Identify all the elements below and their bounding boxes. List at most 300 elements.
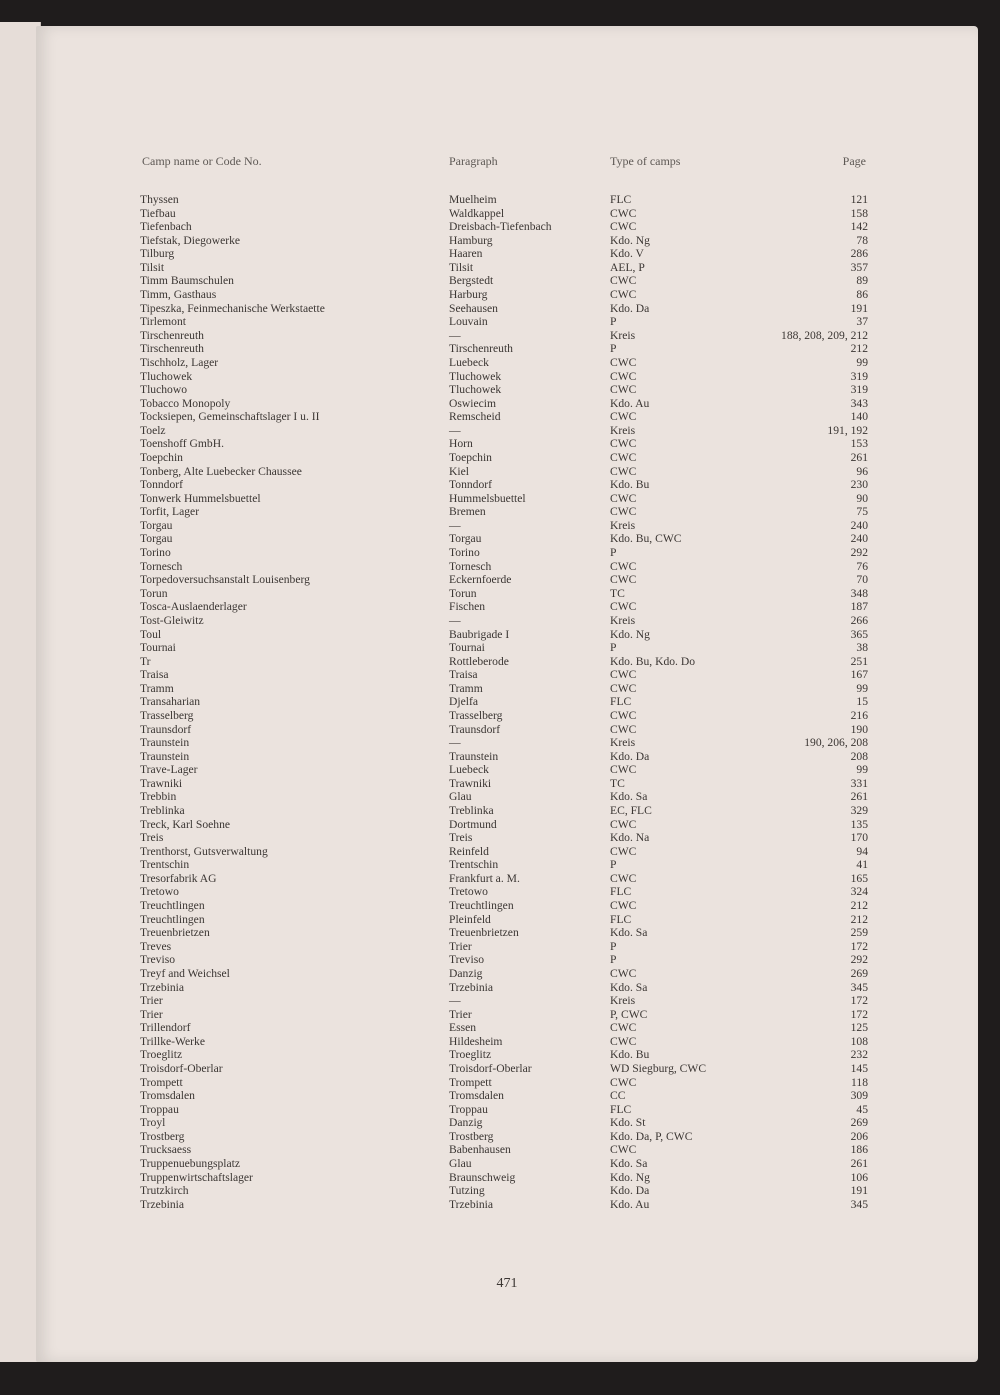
- page-ref: 259: [850, 926, 868, 940]
- page-ref: 345: [850, 980, 868, 994]
- page-ref: 99: [856, 681, 868, 695]
- camp-name: Tirlemont: [140, 315, 186, 329]
- paragraph: Treblinka: [449, 804, 494, 818]
- paragraph: Torgau: [449, 532, 482, 546]
- paragraph: Dreisbach-Tiefenbach: [449, 220, 552, 234]
- camp-type: FLC: [610, 912, 632, 926]
- camp-type: CWC: [610, 966, 637, 980]
- paragraph: Tluchowek: [449, 369, 502, 383]
- camp-name: Tournai: [140, 641, 176, 655]
- camp-name: Timm, Gasthaus: [140, 288, 217, 302]
- table-row: [36, 953, 978, 967]
- camp-name: Tosca-Auslaenderlager: [140, 600, 247, 614]
- camp-type: CWC: [610, 668, 637, 682]
- table-row: [36, 451, 978, 465]
- page-ref: 309: [850, 1089, 868, 1103]
- paragraph: Troeglitz: [449, 1048, 492, 1062]
- table-row: [36, 614, 978, 628]
- paragraph: Traisa: [449, 668, 478, 682]
- page-ref: 240: [850, 532, 868, 546]
- table-row: [36, 1184, 978, 1198]
- camp-name: Treis: [140, 831, 164, 845]
- table-row: [36, 1130, 978, 1144]
- table-row: [36, 750, 978, 764]
- table-row: [36, 1198, 978, 1212]
- table-row: [36, 845, 978, 859]
- camp-type: FLC: [610, 695, 632, 709]
- camp-name: Trenthorst, Gutsverwaltung: [140, 844, 268, 858]
- page-ref: 191: [850, 1184, 868, 1198]
- paragraph: Rottleberode: [449, 654, 509, 668]
- camp-name: Trzebinia: [140, 1197, 185, 1211]
- page-ref: 261: [850, 790, 868, 804]
- page-ref: 135: [850, 817, 868, 831]
- camp-name: Tirschenreuth: [140, 342, 204, 356]
- page-ref: 188, 208, 209, 212: [781, 328, 868, 342]
- camp-type: CWC: [610, 1034, 637, 1048]
- paragraph: Luebeck: [449, 763, 489, 777]
- camp-type: FLC: [610, 193, 632, 206]
- camp-type: Kdo. V: [610, 247, 644, 261]
- camp-name: Trillke-Werke: [140, 1034, 205, 1048]
- camp-name: Trier: [140, 994, 163, 1008]
- camp-type: FLC: [610, 1102, 632, 1116]
- page-ref: 76: [856, 559, 868, 573]
- camp-type: CWC: [610, 410, 637, 424]
- paragraph: Horn: [449, 437, 473, 451]
- paragraph: —: [449, 613, 461, 627]
- page-ref: 208: [850, 749, 868, 763]
- page-ref: 172: [850, 939, 868, 953]
- page-ref: 140: [850, 410, 868, 424]
- camp-type: CWC: [610, 559, 637, 573]
- camp-type: CWC: [610, 369, 637, 383]
- camp-type: Kreis: [610, 518, 636, 532]
- camp-type: Kdo. Ng: [610, 1170, 650, 1184]
- camp-type: Kdo. St: [610, 1116, 646, 1130]
- table-row: [36, 546, 978, 560]
- camp-name: Troppau: [140, 1102, 179, 1116]
- camp-type: AEL, P: [610, 260, 645, 274]
- camp-type: CWC: [610, 355, 637, 369]
- table-row: [36, 777, 978, 791]
- camp-name: Tonberg, Alte Luebecker Chaussee: [140, 464, 302, 478]
- paragraph: Essen: [449, 1021, 477, 1035]
- camp-type: CWC: [610, 450, 637, 464]
- table-row: [36, 723, 978, 737]
- camp-name: Trillendorf: [140, 1021, 191, 1035]
- table-row: [36, 1116, 978, 1130]
- page-ref: 343: [850, 396, 868, 410]
- camp-name: Treuchtlingen: [140, 899, 205, 913]
- camp-name: Trave-Lager: [140, 763, 198, 777]
- camp-name: Traunstein: [140, 736, 190, 750]
- paragraph: Treuenbrietzen: [449, 926, 519, 940]
- camp-type: Kdo. Ng: [610, 627, 650, 641]
- table-row: [36, 1021, 978, 1035]
- paragraph: Trier: [449, 939, 472, 953]
- paragraph: Danzig: [449, 966, 483, 980]
- camp-name: Traunsdorf: [140, 722, 192, 736]
- camp-type: Kdo. Da: [610, 749, 650, 763]
- camp-name: Trutzkirch: [140, 1184, 189, 1198]
- table-row: [36, 342, 978, 356]
- table-row: [36, 682, 978, 696]
- table-row: [36, 410, 978, 424]
- paragraph: Remscheid: [449, 410, 501, 424]
- page-ref: 78: [856, 233, 868, 247]
- camp-name: Tluchowek: [140, 369, 193, 383]
- camp-name: Trebbin: [140, 790, 177, 804]
- camp-name: Tromsdalen: [140, 1089, 195, 1103]
- column-header: [36, 154, 978, 170]
- paragraph: Tluchowek: [449, 383, 502, 397]
- paragraph: Tilsit: [449, 260, 474, 274]
- table-row: [36, 587, 978, 601]
- table-row: [36, 492, 978, 506]
- page-ref: 158: [850, 206, 868, 220]
- paragraph: Tonndorf: [449, 478, 492, 492]
- camp-type: Kreis: [610, 423, 636, 437]
- page-ref: 94: [856, 844, 868, 858]
- page-ref: 90: [856, 491, 868, 505]
- page-ref: 41: [856, 858, 868, 872]
- page-ref: 96: [856, 464, 868, 478]
- camp-type: TC: [610, 586, 625, 600]
- table-row: [36, 207, 978, 221]
- camp-name: Trzebinia: [140, 980, 185, 994]
- paragraph: —: [449, 994, 461, 1008]
- page-ref: 142: [850, 220, 868, 234]
- page-ref: 292: [850, 953, 868, 967]
- page-ref: 45: [856, 1102, 868, 1116]
- paragraph: Bremen: [449, 505, 486, 519]
- page-ref: 365: [850, 627, 868, 641]
- camp-name: Toenshoff GmbH.: [140, 437, 224, 451]
- table-row: [36, 1062, 978, 1076]
- camp-name: Treuchtlingen: [140, 912, 205, 926]
- camp-name: Torino: [140, 546, 171, 560]
- table-row: [36, 641, 978, 655]
- camp-name: Tluchowo: [140, 383, 188, 397]
- table-row: [36, 940, 978, 954]
- camp-type: Kreis: [610, 736, 636, 750]
- camp-type: CWC: [610, 206, 637, 220]
- camp-name: Tobacco Monopoly: [140, 396, 231, 410]
- page-ref: 186: [850, 1143, 868, 1157]
- page-ref: 15: [856, 695, 868, 709]
- camp-name: Tipeszka, Feinmechanische Werkstaette: [140, 301, 325, 315]
- camp-type: Kreis: [610, 994, 636, 1008]
- page-ref: 191: [850, 301, 868, 315]
- page-ref: 269: [850, 1116, 868, 1130]
- table-row: [36, 858, 978, 872]
- camp-name: Torgau: [140, 532, 173, 546]
- page-ref: 172: [850, 994, 868, 1008]
- camp-name: Treyf and Weichsel: [140, 966, 230, 980]
- paragraph: Reinfeld: [449, 844, 489, 858]
- header-type: Type of camps: [610, 154, 681, 168]
- table-row: [36, 967, 978, 981]
- camp-name: Tocksiepen, Gemeinschaftslager I u. II: [140, 410, 320, 424]
- camp-name: Truppenuebungsplatz: [140, 1157, 241, 1171]
- page-ref: 319: [850, 369, 868, 383]
- paragraph: Tirschenreuth: [449, 342, 513, 356]
- camp-name: Traisa: [140, 668, 169, 682]
- page-ref: 292: [850, 546, 868, 560]
- camp-type: TC: [610, 776, 625, 790]
- camp-type: CWC: [610, 600, 637, 614]
- paragraph: Trier: [449, 1007, 472, 1021]
- paragraph: Trzebinia: [449, 1197, 494, 1211]
- paragraph: Hamburg: [449, 233, 493, 247]
- paragraph: Treviso: [449, 953, 485, 967]
- page-ref: 212: [850, 342, 868, 356]
- paragraph: Djelfa: [449, 695, 478, 709]
- paragraph: —: [449, 518, 461, 532]
- paragraph: Fischen: [449, 600, 486, 614]
- camp-type: CWC: [610, 491, 637, 505]
- table-row: [36, 478, 978, 492]
- paragraph: Tretowo: [449, 885, 488, 899]
- camp-type: P, CWC: [610, 1007, 648, 1021]
- page-ref: 118: [851, 1075, 868, 1089]
- page-ref: 108: [850, 1034, 868, 1048]
- header-paragraph: Paragraph: [449, 154, 498, 168]
- paragraph: Tournai: [449, 641, 485, 655]
- camp-type: WD Siegburg, CWC: [610, 1062, 707, 1075]
- camp-name: Treblinka: [140, 804, 185, 818]
- table-row: [36, 1171, 978, 1185]
- camp-type: Kdo. Sa: [610, 1157, 648, 1171]
- camp-type: CWC: [610, 1075, 637, 1089]
- table-row: [36, 831, 978, 845]
- camp-name: Tiefbau: [140, 206, 176, 220]
- paragraph: Trompett: [449, 1075, 492, 1089]
- camp-name: Trostberg: [140, 1129, 185, 1143]
- table-row: [36, 790, 978, 804]
- camp-name: Tiefenbach: [140, 220, 192, 234]
- camp-name: Tilsit: [140, 260, 165, 274]
- table-row: [36, 519, 978, 533]
- camp-type: Kdo. Da: [610, 301, 650, 315]
- page-ref: 212: [850, 912, 868, 926]
- camp-type: Kdo. Da, P, CWC: [610, 1129, 693, 1143]
- page-ref: 187: [850, 600, 868, 614]
- camp-name: Thyssen: [140, 193, 179, 206]
- page-ref: 212: [850, 899, 868, 913]
- table-row: [36, 505, 978, 519]
- table-row: [36, 465, 978, 479]
- camp-type: CWC: [610, 1143, 637, 1157]
- paragraph: Muelheim: [449, 193, 497, 206]
- camp-type: Kdo. Ng: [610, 233, 650, 247]
- page-ref: 190: [850, 722, 868, 736]
- camp-name: Tost-Gleiwitz: [140, 613, 204, 627]
- camp-name: Tramm: [140, 681, 174, 695]
- paragraph: Frankfurt a. M.: [449, 871, 520, 885]
- header-camp-name: Camp name or Code No.: [142, 154, 262, 168]
- left-page-edge: [0, 22, 41, 1362]
- page-ref: 165: [850, 871, 868, 885]
- camp-type: Kreis: [610, 613, 636, 627]
- table-row: [36, 193, 978, 207]
- camp-type: CWC: [610, 274, 637, 288]
- page-number: 471: [496, 1276, 518, 1291]
- table-row: [36, 695, 978, 709]
- table-row: [36, 885, 978, 899]
- table-row: [36, 1048, 978, 1062]
- table-row: [36, 532, 978, 546]
- camp-name: Treuenbrietzen: [140, 926, 210, 940]
- camp-name: Torgau: [140, 518, 173, 532]
- camp-type: P: [610, 641, 617, 655]
- page-ref: 261: [850, 450, 868, 464]
- paragraph: Tramm: [449, 681, 483, 695]
- camp-name: Tischholz, Lager: [140, 355, 219, 369]
- camp-name: Tonndorf: [140, 478, 183, 492]
- paragraph: Treuchtlingen: [449, 899, 514, 913]
- paragraph: Hummelsbuettel: [449, 491, 526, 505]
- camp-name: Trompett: [140, 1075, 183, 1089]
- page-ref: 251: [850, 654, 868, 668]
- camp-name: Trucksaess: [140, 1143, 192, 1157]
- paragraph: Trostberg: [449, 1129, 494, 1143]
- page-ref: 324: [850, 885, 868, 899]
- camp-type: P: [610, 546, 617, 560]
- table-row: [36, 247, 978, 261]
- camp-type: P: [610, 953, 617, 967]
- camp-name: Treviso: [140, 953, 176, 967]
- page-ref: 106: [850, 1170, 868, 1184]
- table-row: [36, 1089, 978, 1103]
- table-row: [36, 1035, 978, 1049]
- camp-type: Kreis: [610, 328, 636, 342]
- camp-type: CWC: [610, 505, 637, 519]
- header-page: Page: [842, 154, 866, 168]
- camp-type: Kdo. Bu, Kdo. Do: [610, 654, 696, 668]
- table-row: [36, 424, 978, 438]
- paragraph: Traunstein: [449, 749, 499, 763]
- paragraph: Babenhausen: [449, 1143, 511, 1157]
- table-row: [36, 560, 978, 574]
- paragraph: Glau: [449, 790, 472, 804]
- paragraph: Glau: [449, 1157, 472, 1171]
- table-row: [36, 763, 978, 777]
- page-ref: 170: [850, 831, 868, 845]
- camp-type: CWC: [610, 844, 637, 858]
- camp-name: Troisdorf-Oberlar: [140, 1062, 223, 1075]
- book-page: [36, 26, 978, 1362]
- camp-name: Transaharian: [140, 695, 201, 709]
- table-row: [36, 736, 978, 750]
- camp-name: Trentschin: [140, 858, 190, 872]
- camp-name: Trasselberg: [140, 708, 194, 722]
- paragraph: Trasselberg: [449, 708, 503, 722]
- table-row: [36, 1143, 978, 1157]
- paragraph: Troisdorf-Oberlar: [449, 1062, 532, 1075]
- camp-type: CWC: [610, 817, 637, 831]
- page-ref: 89: [856, 274, 868, 288]
- camp-name: Traunstein: [140, 749, 190, 763]
- camp-type: Kdo. Na: [610, 831, 650, 845]
- table-row: [36, 804, 978, 818]
- paragraph: Dortmund: [449, 817, 497, 831]
- paragraph: Treis: [449, 831, 473, 845]
- camp-type: CWC: [610, 383, 637, 397]
- table-row: [36, 818, 978, 832]
- page-ref: 206: [850, 1129, 868, 1143]
- page-ref: 190, 206, 208: [804, 736, 868, 750]
- camp-name: Tiefstak, Diegowerke: [140, 233, 241, 247]
- camp-type: P: [610, 342, 617, 356]
- page-ref: 86: [856, 288, 868, 302]
- page-ref: 75: [856, 505, 868, 519]
- page-ref: 269: [850, 966, 868, 980]
- camp-name: Toepchin: [140, 450, 183, 464]
- paragraph: Kiel: [449, 464, 469, 478]
- paragraph: Bergstedt: [449, 274, 494, 288]
- camp-type: Kdo. Au: [610, 1197, 650, 1211]
- camp-type: EC, FLC: [610, 804, 652, 818]
- page-ref: 70: [856, 573, 868, 587]
- table-row: [36, 899, 978, 913]
- table-row: [36, 274, 978, 288]
- camp-type: CWC: [610, 437, 637, 451]
- paragraph: Hildesheim: [449, 1034, 503, 1048]
- camp-name: Tilburg: [140, 247, 175, 261]
- camp-type: Kdo. Bu, CWC: [610, 532, 682, 546]
- paragraph: Torun: [449, 586, 477, 600]
- table-row: [36, 261, 978, 275]
- paragraph: Tromsdalen: [449, 1089, 504, 1103]
- camp-type: CWC: [610, 573, 637, 587]
- paragraph: Traunsdorf: [449, 722, 501, 736]
- table-row: [36, 1103, 978, 1117]
- table-row: [36, 600, 978, 614]
- paragraph: Seehausen: [449, 301, 498, 315]
- page-ref: 216: [850, 708, 868, 722]
- camp-name: Tretowo: [140, 885, 179, 899]
- table-row: [36, 709, 978, 723]
- camp-name: Toul: [140, 627, 162, 641]
- camp-type: FLC: [610, 885, 632, 899]
- camp-name: Torpedoversuchsanstalt Louisenberg: [140, 573, 310, 587]
- paragraph: Luebeck: [449, 355, 489, 369]
- paragraph: Pleinfeld: [449, 912, 491, 926]
- camp-type: CWC: [610, 899, 637, 913]
- camp-type: P: [610, 858, 617, 872]
- paragraph: —: [449, 423, 461, 437]
- camp-type: Kdo. Sa: [610, 790, 648, 804]
- table-row: [36, 370, 978, 384]
- paragraph: Waldkappel: [449, 206, 505, 220]
- page-ref: 357: [850, 260, 868, 274]
- page-ref: 125: [850, 1021, 868, 1035]
- paragraph: Tutzing: [449, 1184, 485, 1198]
- paragraph: Louvain: [449, 315, 488, 329]
- camp-type: CWC: [610, 288, 637, 302]
- table-row: [36, 383, 978, 397]
- camp-type: P: [610, 315, 617, 329]
- page-ref: 191, 192: [827, 423, 868, 437]
- paragraph: Trentschin: [449, 858, 499, 872]
- table-row: [36, 981, 978, 995]
- table-row: [36, 1008, 978, 1022]
- page-ref: 37: [856, 315, 868, 329]
- table-row: [36, 397, 978, 411]
- camp-name: Trawniki: [140, 776, 183, 790]
